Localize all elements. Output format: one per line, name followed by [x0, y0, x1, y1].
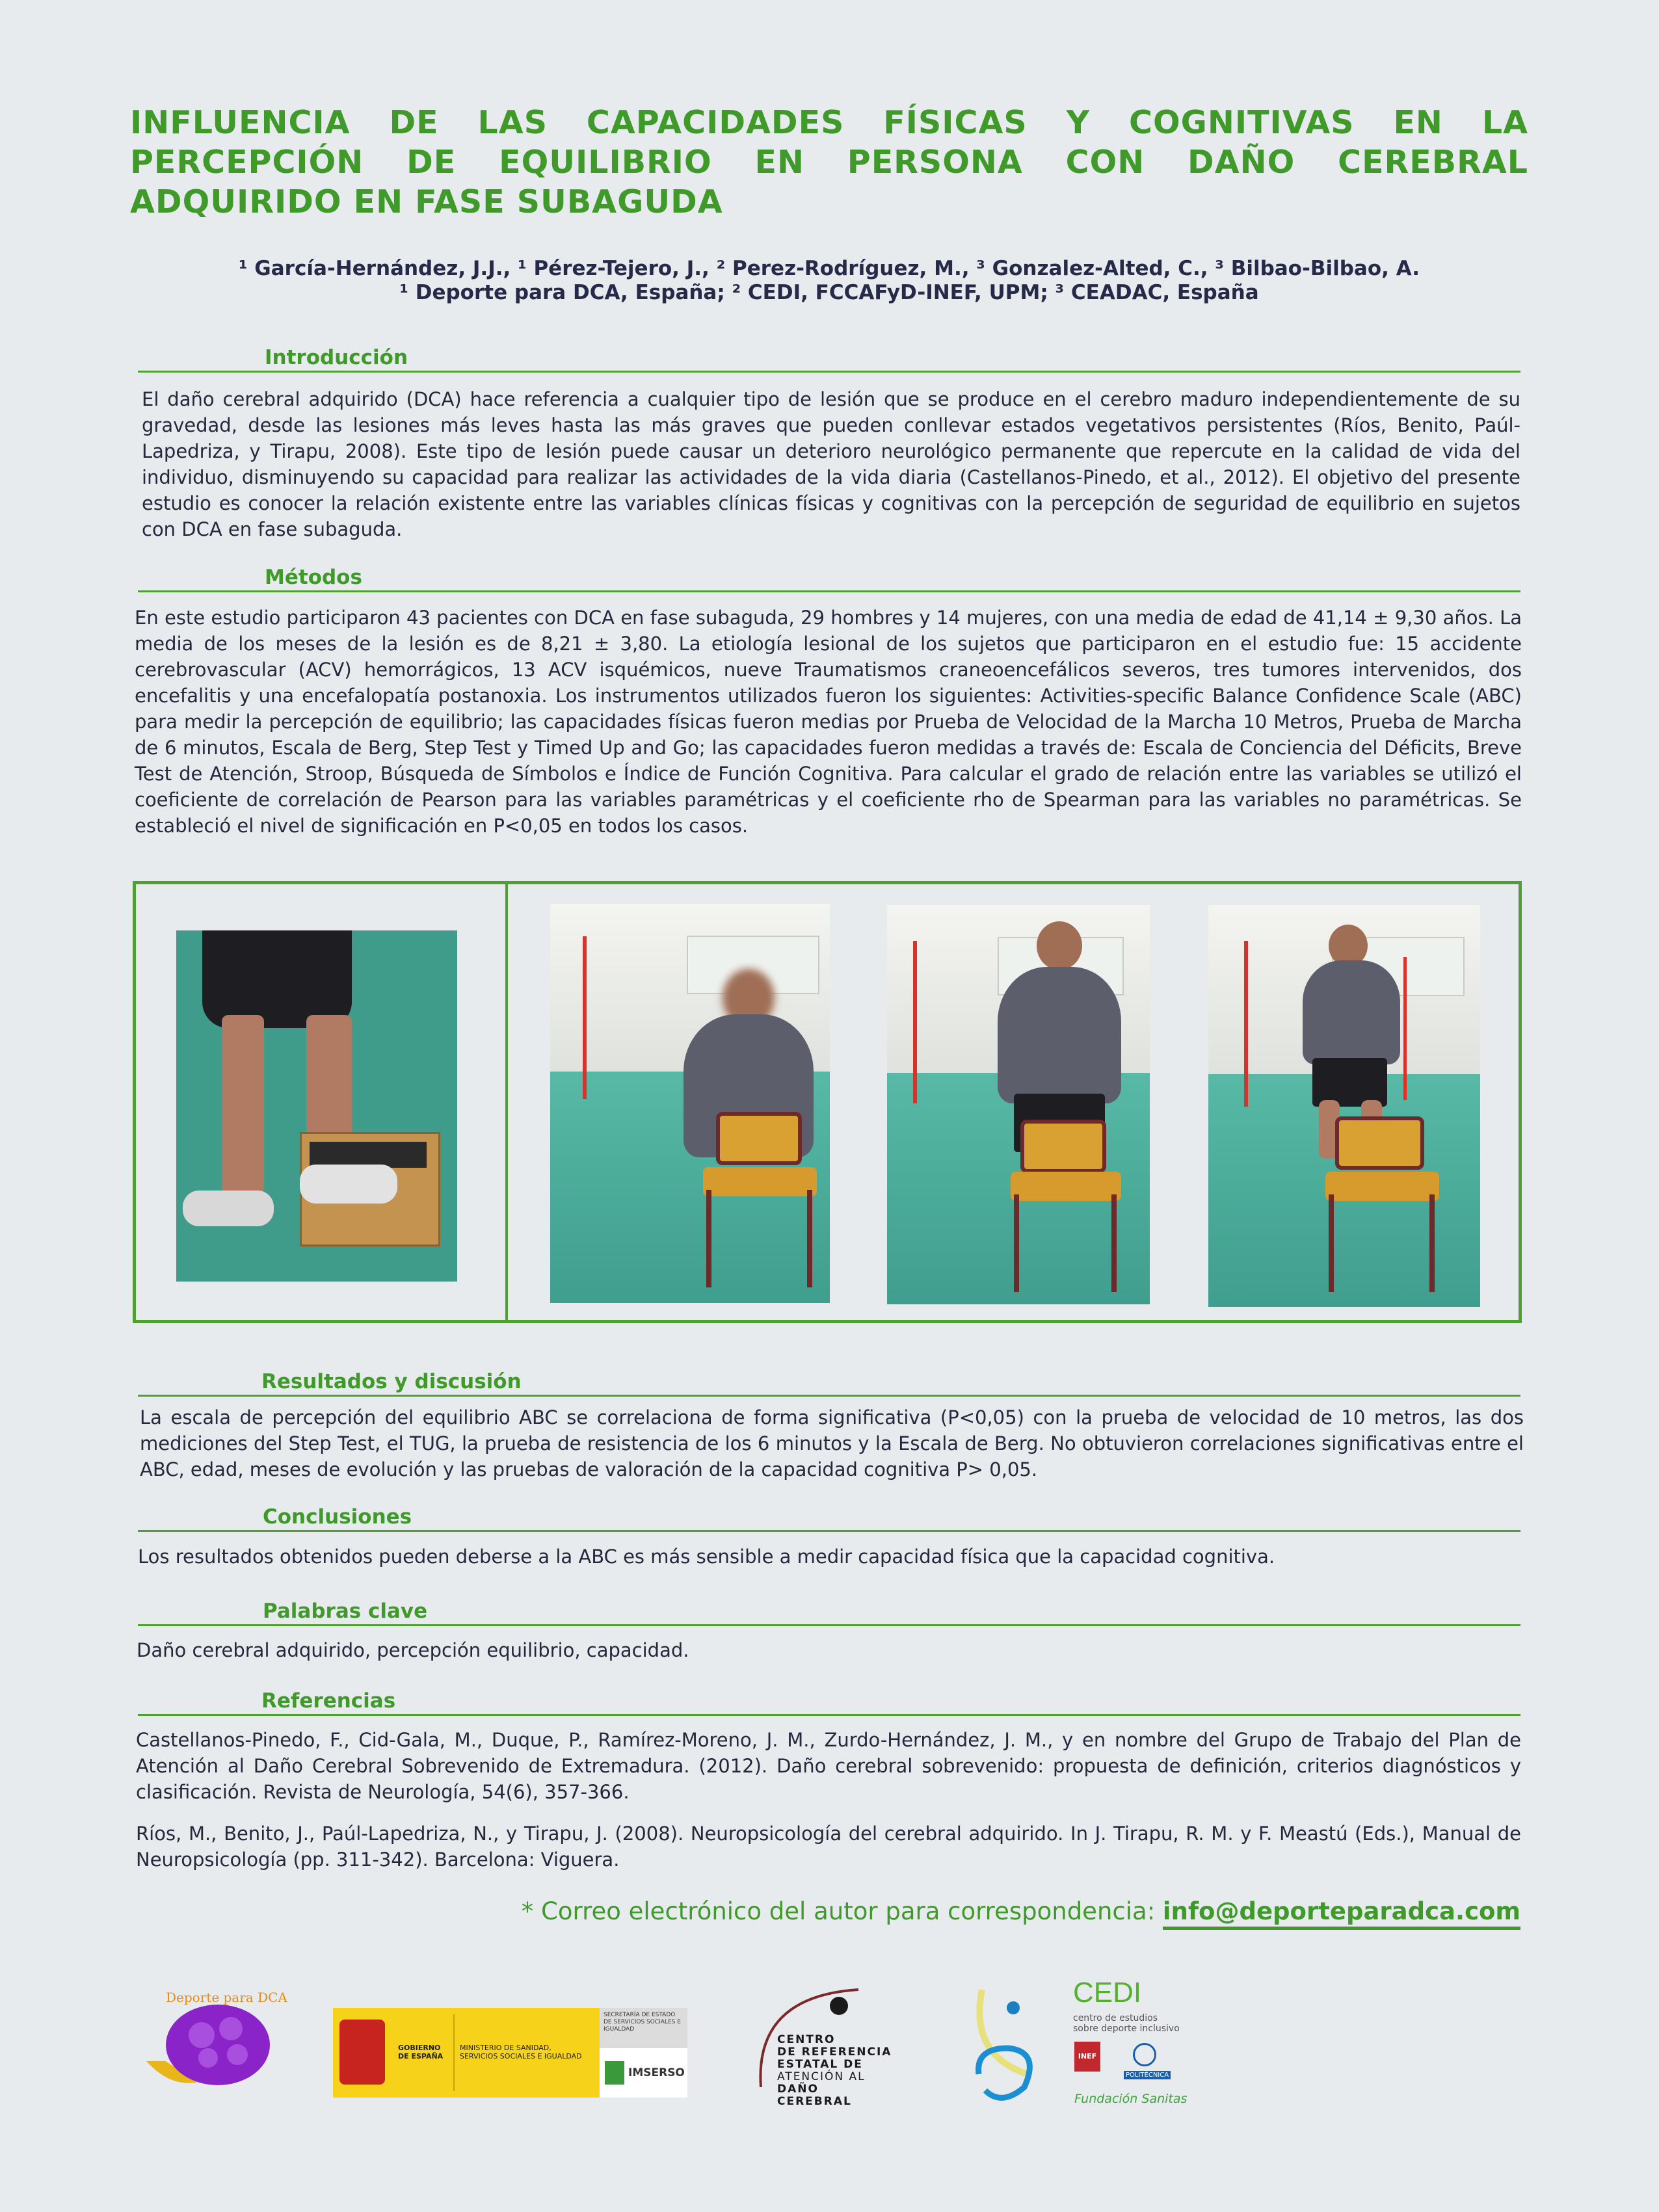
section-title-intro: Introducción [265, 346, 408, 369]
conclusions-text: Los resultados obtenidos pueden deberse a la ABC es más sensible a medir capacidad física que la capacidad cognitiva. [138, 1546, 1275, 1568]
section-heading-references [138, 1681, 1520, 1716]
author-block [130, 257, 1528, 305]
authors-names: ¹ García-Hernández, J.J., ¹ Pérez-Tejero, J., ² Perez-Rodríguez, M., ³ Gonzalez-Alted, C., ³ Bilbao-Bilbao, A. [238, 257, 1420, 280]
upm-seal-icon [1133, 2043, 1156, 2066]
ceadac-line4: ATENCIÓN AL [777, 2070, 866, 2083]
photo-panel [133, 881, 1522, 1323]
section-title-results: Resultados y discusión [261, 1370, 522, 1393]
section-heading-results [138, 1362, 1520, 1397]
section-heading-keywords [138, 1592, 1520, 1626]
cedi-logo [962, 1977, 1197, 2113]
shoe-right [300, 1165, 397, 1204]
contact-email-link[interactable]: info@deporteparadca.com [1163, 1897, 1520, 1930]
ceadac-line5: DAÑO CEREBRAL [777, 2083, 852, 2108]
reference-castellanos: Castellanos-Pinedo, F., Cid-Gala, M., Duque, P., Ramírez-Moreno, J. M., Zurdo-Hernández, J. M., y en nombre del Grupo de Trabajo del Plan de Atención al Daño Cerebral Sobrevenido de Extremadura. (2012). Daño cerebral sobrevenido: propuesta de definición, criterios diagnósticos y clasificación. Revista de Neurología, 54(6), 357-366. [136, 1729, 1521, 1803]
intro-text: El daño cerebral adquirido (DCA) hace referencia a cualquier tipo de lesión que se produce en el cerebro maduro independientemente de su gravedad, desde las lesiones más leves hasta las más graves que pueden conllevar estados vegetativos persistentes (Ríos, Benito, Paúl-Lapedriza, y Tirapu, 2008). Este tipo de lesión puede causar un deterioro neurológico permanente que repercute en la calidad de vida del individuo, disminuyendo su capacidad para realizar las actividades de la vida diaria (Castellanos-Pinedo, et al., 2012). El objetivo del presente estudio es conocer la relación existente entre las variables clínicas físicas y cognitivas con la percepción de seguridad de equilibrio en sujetos con DCA en fase subaguda. [142, 388, 1520, 540]
cedi-subtitle-1: centro de estudios [1073, 2013, 1158, 2023]
keywords-text: Daño cerebral adquirido, percepción equilibrio, capacidad. [137, 1639, 689, 1661]
photo-sit-to-stand [550, 904, 830, 1303]
section-heading-intro [138, 338, 1520, 373]
section-heading-conclusions [138, 1497, 1520, 1532]
politecnica-text: POLITÉCNICA [1124, 2071, 1171, 2079]
poster-title: INFLUENCIA DE LAS CAPACIDADES FÍSICAS Y COGNITIVAS EN LA PERCEPCIÓN DE EQUILIBRIO EN PERSONA CON DAÑO CEREBRAL ADQUIRIDO EN FASE SUBAGUDA [130, 104, 1528, 220]
imserso-text: IMSERSO [628, 2066, 685, 2079]
photo-step-test [176, 930, 457, 1282]
deporte-dca-logo [140, 1983, 296, 2100]
ceadac-line3: ESTATAL DE [777, 2058, 863, 2071]
ministerio-logo [333, 2008, 687, 2098]
authors-affiliations: ¹ Deporte para DCA, España; ² CEDI, FCCAFyD-INEF, UPM; ³ CEADAC, España [399, 281, 1259, 304]
deporte-dca-text: Deporte para DCA [166, 1990, 287, 2005]
coat-of-arms-icon [339, 2020, 385, 2085]
ceadac-line1: CENTRO [777, 2033, 836, 2046]
secretaria-text: SECRETARÍA DE ESTADO DE SERVICIOS SOCIALES E IGUALDAD [600, 2008, 687, 2048]
photo-divider [505, 884, 508, 1320]
reference-rios: Ríos, M., Benito, J., Paúl-Lapedriza, N., y Tirapu, J. (2008). Neuropsicología del cerebral adquirido. In J. Tirapu, R. M. y F. Meastú (Eds.), Manual de Neuropsicología (pp. 311-342). Barcelona: Viguera. [136, 1823, 1521, 1871]
photo-standing [887, 905, 1150, 1304]
section-title-references: Referencias [261, 1689, 396, 1713]
section-title-keywords: Palabras clave [263, 1600, 428, 1623]
ministerio-text: MINISTERIO DE SANIDAD, SERVICIOS SOCIALES E IGUALDAD [460, 2044, 582, 2061]
shoe-left [183, 1191, 274, 1226]
cedi-text: CEDI [1073, 1977, 1142, 2008]
gobierno-text: GOBIERNO DE ESPAÑA [398, 2044, 444, 2061]
inef-logo: INEF [1074, 2042, 1100, 2072]
cedi-swirl-icon [962, 1977, 1054, 2107]
imserso-icon [605, 2061, 624, 2085]
ceadac-line2: DE REFERENCIA [777, 2046, 892, 2059]
section-title-conclusions: Conclusiones [263, 1505, 412, 1529]
ceadac-logo [748, 1977, 897, 2108]
contact-line [520, 1897, 1520, 1930]
section-title-methods: Métodos [265, 566, 362, 589]
methods-text: En este estudio participaron 43 pacientes con DCA en fase subaguda, 29 hombres y 14 mujeres, con una media de edad de 41,14 ± 9,30 años. La media de los meses de la lesión es de 8,21 ± 3,80. La etiología lesional de los sujetos que participaron en el estudio fue: 15 accidente cerebrovascular (ACV) hemorrágicos, 13 ACV isquémicos, nueve Traumatismos craneoencefálicos severos, tres tumores intervenidos, dos encefalitis y una encefalopatía postanoxia. Los instrumentos utilizados fueron los siguientes: Activities-specific Balance Confidence Scale (ABC) para medir la percepción de equilibrio; las capacidades físicas fueron medias por Prueba de Velocidad de la Marcha 10 Metros, Prueba de Marcha de 6 minutos, Escala de Berg, Step Test y Timed Up and Go; las capacidades fueron medidas a través de: Escala de Conciencia del Déficits, Breve Test de Atención, Stroop, Búsqueda de Símbolos e Índice de Función Cognitiva. Para calcular el grado de relación entre las variables se utilizó el coeficiente de correlación de Pearson para las variables paramétricas y el coeficiente rho de Spearman para las variables no paramétricas. Se estableció el nivel de significación en P<0,05 en todos los casos. [135, 607, 1522, 837]
cedi-subtitle-2: sobre deporte inclusivo [1073, 2023, 1180, 2034]
section-heading-methods [138, 558, 1520, 592]
results-text: La escala de percepción del equilibrio ABC se correlaciona de forma significativa (P<0,05) con la prueba de velocidad de 10 metros, las dos mediciones del Step Test, el TUG, la prueba de resistencia de los 6 minutos y la Escala de Berg. No obtuvieron correlaciones significativas entre el ABC, edad, meses de evolución y las pruebas de valoración de la capacidad cognitiva P> 0,05. [140, 1406, 1524, 1481]
contact-label: * Correo electrónico del autor para correspondencia: [521, 1897, 1163, 1925]
sanitas-text: Fundación Sanitas [1074, 2092, 1188, 2106]
photo-walking [1208, 905, 1480, 1307]
